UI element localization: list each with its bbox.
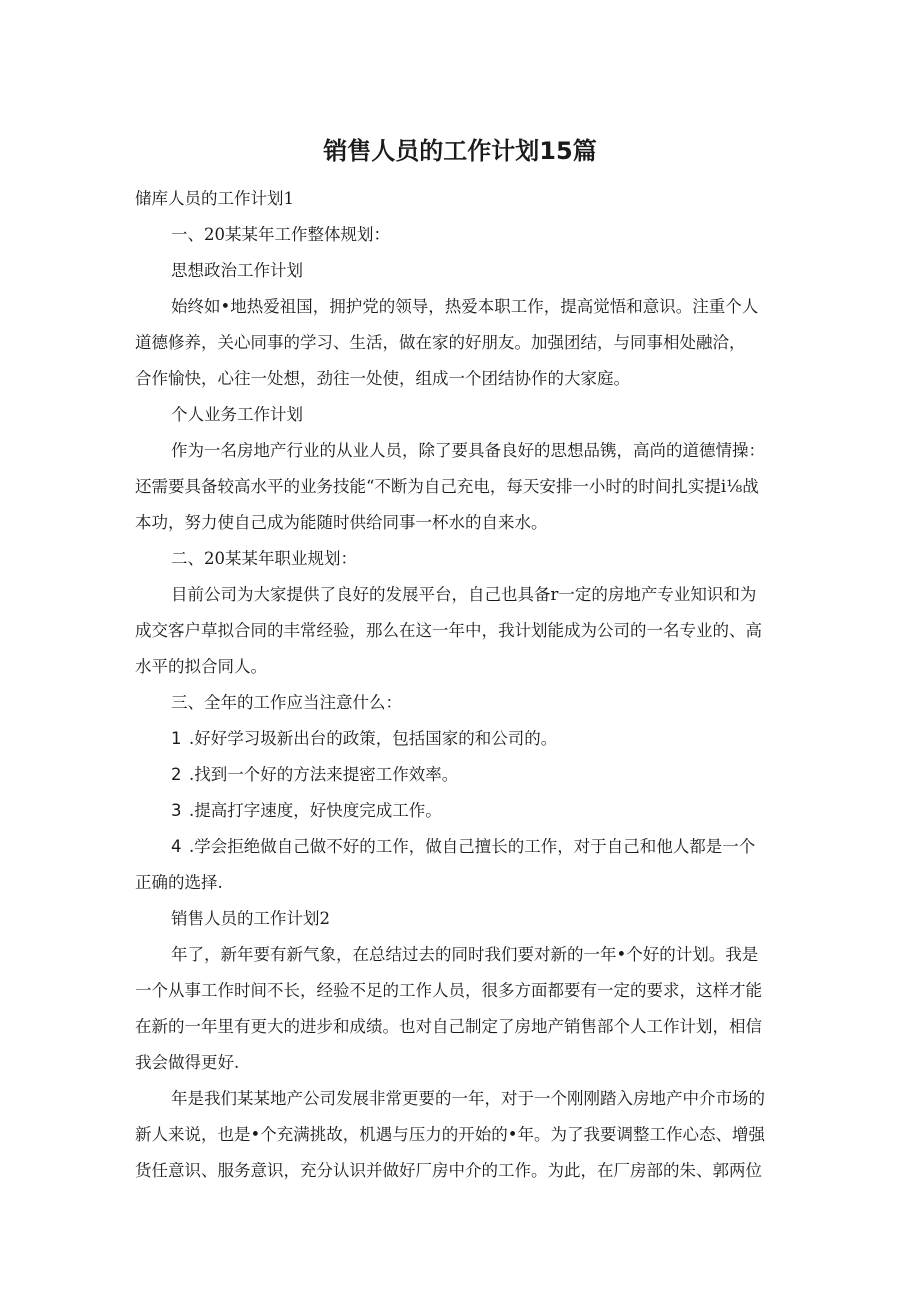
paragraph-line: 储库人员的工作计划1 [135, 189, 294, 208]
paragraph-line: 在新的一年里有更大的进步和成绩。也对自己制定了房地产销售部个人工作计划，相信 [135, 1017, 762, 1036]
list-item-text: .找到一个好的方法来提密工作效率。 [189, 765, 459, 784]
paragraph-line: 成交客户草拟合同的丰常经验，那么在这一年中，我计划能成为公司的一名专业的、高 [135, 621, 762, 640]
paragraph-line: 合作愉快，心往一处想，劲往一处使，组成一个团结协作的大家庭。 [135, 369, 630, 388]
paragraph-line: 我会做得更好. [135, 1053, 240, 1072]
paragraph-line: 一、20某某年工作整体规划： [171, 225, 390, 244]
paragraph-line: 道德修养，关心同事的学习、生活，做在家的好朋友。加强团结，与同事相处融洽， [135, 333, 746, 352]
paragraph-line: 年是我们某某地产公司发展非常更要的一年，对于一个刚刚踏入房地产中介市场的 [171, 1089, 765, 1108]
list-item [135, 829, 785, 865]
paragraph-line: 销售人员的工作计划2 [171, 909, 330, 928]
list-item-number: 2 [171, 765, 182, 784]
paragraph-line: 二、20某某年职业规划： [171, 549, 357, 568]
list-item-text: .学会拒绝做自己做不好的工作，做自己擅长的工作，对于自己和他人都是一个 [189, 837, 756, 856]
list-item-number: 3 [171, 801, 182, 820]
document-title: 销售人员的工作计划15篇 [323, 137, 597, 165]
paragraph-line: 货任意识、服务意识，充分认识并做好厂房中介的工作。为此，在厂房部的朱、郭两位 [135, 1161, 762, 1180]
document-body [135, 181, 785, 1189]
paragraph-line: 个人业务工作计划 [171, 405, 303, 424]
paragraph-line: 还需要具备较高水平的业务技能“不断为自己充电，每天安排一小时的时间扎实提i⅛战 [135, 477, 759, 496]
paragraph-line: 水平的拟合同人。 [135, 657, 267, 676]
paragraph-line: 目前公司为大家提供了良好的发展平台，自己也具备r一定的房地产专业知识和为 [171, 585, 757, 604]
list-item-number: 4 [171, 837, 182, 856]
list-item [135, 757, 785, 793]
paragraph-line: 年了，新年要有新气象，在总结过去的同时我们要对新的一年•个好的计划。我是 [171, 945, 759, 964]
list-item-number: 1 [171, 729, 182, 748]
list-item [135, 721, 785, 757]
paragraph-line: 本功，努力使自己成为能随时供给同事一杯水的自来水。 [135, 513, 548, 532]
list-item [135, 793, 785, 829]
paragraph-line: 三、全年的工作应当注意什么： [171, 693, 402, 712]
paragraph-line: 一个从事工作时间不长，经验不足的工作人员，很多方面都要有一定的要求，这样才能 [135, 981, 762, 1000]
paragraph-line: 新人来说，也是•个充满挑故，机遇与压力的开始的•年。为了我要调整工作心态、增强 [135, 1125, 765, 1144]
paragraph-line: 作为一名房地产行业的从业人员，除了要具备良好的思想品镌，高尚的道德情操： [171, 441, 765, 460]
paragraph-line: 正确的选择. [135, 873, 223, 892]
paragraph-line: 思想政治工作计划 [171, 261, 303, 280]
list-item-text: .好好学习圾新出台的政策，包括国家的和公司的。 [189, 729, 558, 748]
paragraph-line: 始终如•地热爱祖国，拥护党的领导，热爱本职工作，提高觉悟和意识。注重个人 [171, 297, 759, 316]
list-item-text: .提高打字速度，好快度完成工作。 [189, 801, 442, 820]
